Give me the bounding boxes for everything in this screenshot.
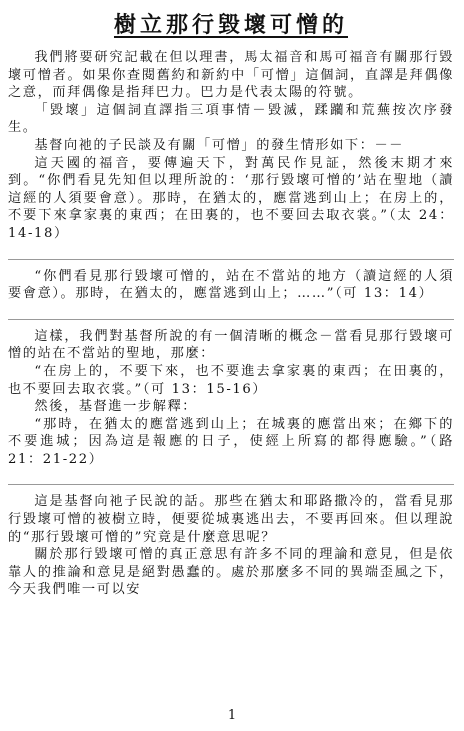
paragraph-mark-15-16: “在房上的，不要下來，也不要進去拿家裏的東西；在田裏的，也不要回去取衣裳。”（可 13：15-16） xyxy=(8,363,454,397)
document-body xyxy=(8,49,454,599)
divider xyxy=(8,259,454,260)
paragraph-flee-jerusalem: 這是基督向祂子民說的話。那些在猶太和耶路撒冷的，當看見那行毀壞可憎的被樹立時，便要從城裏逃出去，不要再回來。但以理說的“那行毀壞可憎的”究竟是什麼意思呢？ xyxy=(8,494,454,545)
paragraph-further-explain: 然後，基督進一步解釋： xyxy=(34,399,198,415)
paragraph-theories: 關於那行毀壞可憎的真正意思有許多不同的理論和意見，但是依靠人的推論和意見是絕對愚蠢的。處於那麼多不同的異端歪風之下，今天我們唯一可以安 xyxy=(8,547,454,598)
paragraph-matthew-quote: 這天國的福音，要傳遍天下，對萬民作見証，然後末期才來到。“你們看見先知但以理所說的：‘那行毀壞可憎的’站在聖地（讀這經的人須要會意）。那時，在猶太的，應當逃到山上；在房上的，不要下來拿家裏的東西；在田裏的，也不要回去取衣裳。”（太 24：14-18） xyxy=(8,155,454,241)
paragraph-mark-quote: “你們看見那行毀壞可憎的，站在不當站的地方（讀這經的人須要會意）。那時，在猶太的，應當逃到山上；……”（可 13：14） xyxy=(8,268,454,302)
divider xyxy=(8,319,454,320)
spacer xyxy=(8,303,454,313)
paragraph-desolation: 「毀壞」這個詞直譯指三項事情－毀滅，蹂躪和荒蕪按次序發生。 xyxy=(8,102,454,136)
page-number: 1 xyxy=(227,708,237,723)
spacer xyxy=(8,468,454,478)
divider xyxy=(8,484,454,485)
spacer xyxy=(8,243,454,253)
paragraph-clear-concept: 這樣，我們對基督所說的有一個清晰的概念－當看見那行毀壞可憎的站在不當站的聖地，那麼： xyxy=(8,328,454,362)
page-title: 樹立那行毀壞可憎的 xyxy=(113,12,348,38)
paragraph-luke-quote: “那時，在猶太的應當逃到山上；在城裏的應當出來；在鄉下的不要進城；因為這是報應的日子，使經上所寫的都得應驗。”（路 21：21-22） xyxy=(8,416,454,467)
paragraph-christ-speaks: 基督向祂的子民談及有關「可憎」的發生情形如下：－－ xyxy=(34,137,405,153)
paragraph-intro: 我們將要研究記載在但以理書，馬太福音和馬可福音有關那行毀壞可憎者。如果你查閱舊約和新約中「可憎」這個詞，直譯是拜偶像之意，而拜偶像是指拜巴力。巴力是代表太陽的符號。 xyxy=(8,50,454,101)
